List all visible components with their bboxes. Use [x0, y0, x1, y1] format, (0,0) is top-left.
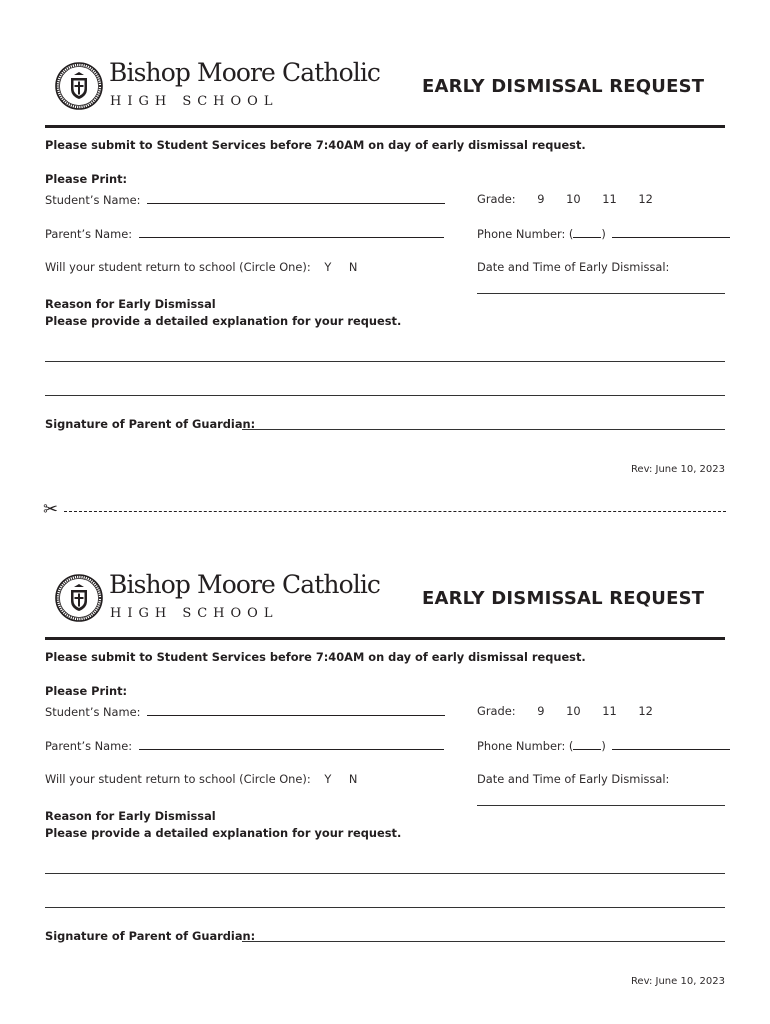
datetime-label: Date and Time of Early Dismissal: — [477, 260, 670, 274]
reason-line-2[interactable] — [45, 395, 725, 396]
signature-label: Signature of Parent of Guardian: — [45, 417, 256, 431]
cut-line — [64, 511, 726, 512]
reason-line-1[interactable] — [45, 873, 725, 874]
reason-line-2[interactable] — [45, 907, 725, 908]
return-label: Will your student return to school (Circle One): — [45, 260, 311, 274]
return-label: Will your student return to school (Circle One): — [45, 772, 311, 786]
school-seal-icon — [55, 62, 103, 110]
return-yes-option[interactable]: Y — [324, 260, 332, 274]
datetime-label: Date and Time of Early Dismissal: — [477, 772, 670, 786]
form-title: EARLY DISMISSAL REQUEST — [422, 76, 705, 97]
student-name-row — [45, 192, 445, 207]
parent-name-label: Parent’s Name: — [45, 739, 133, 753]
reason-title: Reason for Early Dismissal — [45, 297, 216, 311]
phone-close-paren: ) — [601, 739, 606, 753]
student-name-label: Student’s Name: — [45, 193, 141, 207]
signature-field[interactable] — [242, 941, 725, 942]
student-name-field[interactable] — [147, 192, 445, 204]
school-subtitle: HIGH SCHOOL — [110, 606, 279, 621]
dismissal-form-bottom — [0, 512, 770, 1012]
school-name: Bishop Moore Catholic — [109, 58, 381, 87]
return-no-option[interactable]: N — [348, 772, 358, 786]
grade-option-9[interactable]: 9 — [537, 192, 545, 206]
phone-row — [477, 738, 730, 753]
header-rule — [45, 125, 725, 128]
grade-label: Grade: — [477, 704, 516, 718]
header-rule — [45, 637, 725, 640]
grade-option-9[interactable]: 9 — [537, 704, 545, 718]
please-print-label: Please Print: — [45, 684, 128, 698]
grade-label: Grade: — [477, 192, 516, 206]
scissors-icon: ✂ — [43, 499, 59, 520]
grade-option-12[interactable]: 12 — [638, 192, 653, 206]
grade-row — [477, 192, 671, 206]
school-name: Bishop Moore Catholic — [109, 570, 381, 599]
instruction-text: Please submit to Student Services before 7:40AM on day of early dismissal request. — [45, 650, 586, 664]
grade-option-10[interactable]: 10 — [566, 704, 581, 718]
parent-name-field[interactable] — [139, 226, 444, 238]
phone-label: Phone Number: ( — [477, 739, 574, 753]
return-no-option[interactable]: N — [348, 260, 358, 274]
revision-date: Rev: June 10, 2023 — [630, 976, 725, 987]
student-name-field[interactable] — [147, 704, 445, 716]
reason-subtitle: Please provide a detailed explanation for your request. — [45, 826, 402, 840]
school-subtitle: HIGH SCHOOL — [110, 94, 279, 109]
parent-name-field[interactable] — [139, 738, 444, 750]
return-row — [45, 260, 357, 274]
grade-option-11[interactable]: 11 — [602, 704, 617, 718]
reason-title: Reason for Early Dismissal — [45, 809, 216, 823]
student-name-label: Student’s Name: — [45, 705, 141, 719]
phone-close-paren: ) — [601, 227, 606, 241]
phone-row — [477, 226, 730, 241]
student-name-row — [45, 704, 445, 719]
grade-option-12[interactable]: 12 — [638, 704, 653, 718]
phone-number-field[interactable] — [612, 738, 730, 750]
form-title: EARLY DISMISSAL REQUEST — [422, 588, 705, 609]
school-seal-icon — [55, 574, 103, 622]
grade-row — [477, 704, 671, 718]
parent-name-label: Parent’s Name: — [45, 227, 133, 241]
instruction-text: Please submit to Student Services before 7:40AM on day of early dismissal request. — [45, 138, 586, 152]
return-yes-option[interactable]: Y — [324, 772, 332, 786]
datetime-field[interactable] — [477, 805, 725, 806]
signature-label: Signature of Parent of Guardian: — [45, 929, 256, 943]
parent-name-row — [45, 226, 444, 241]
phone-label: Phone Number: ( — [477, 227, 574, 241]
reason-line-1[interactable] — [45, 361, 725, 362]
parent-name-row — [45, 738, 444, 753]
phone-number-field[interactable] — [612, 226, 730, 238]
dismissal-form-top — [0, 0, 770, 500]
grade-option-11[interactable]: 11 — [602, 192, 617, 206]
signature-field[interactable] — [242, 429, 725, 430]
return-row — [45, 772, 357, 786]
phone-area-code-field[interactable] — [573, 226, 601, 238]
datetime-field[interactable] — [477, 293, 725, 294]
grade-option-10[interactable]: 10 — [566, 192, 581, 206]
please-print-label: Please Print: — [45, 172, 128, 186]
phone-area-code-field[interactable] — [573, 738, 601, 750]
reason-subtitle: Please provide a detailed explanation for your request. — [45, 314, 402, 328]
revision-date: Rev: June 10, 2023 — [630, 464, 725, 475]
